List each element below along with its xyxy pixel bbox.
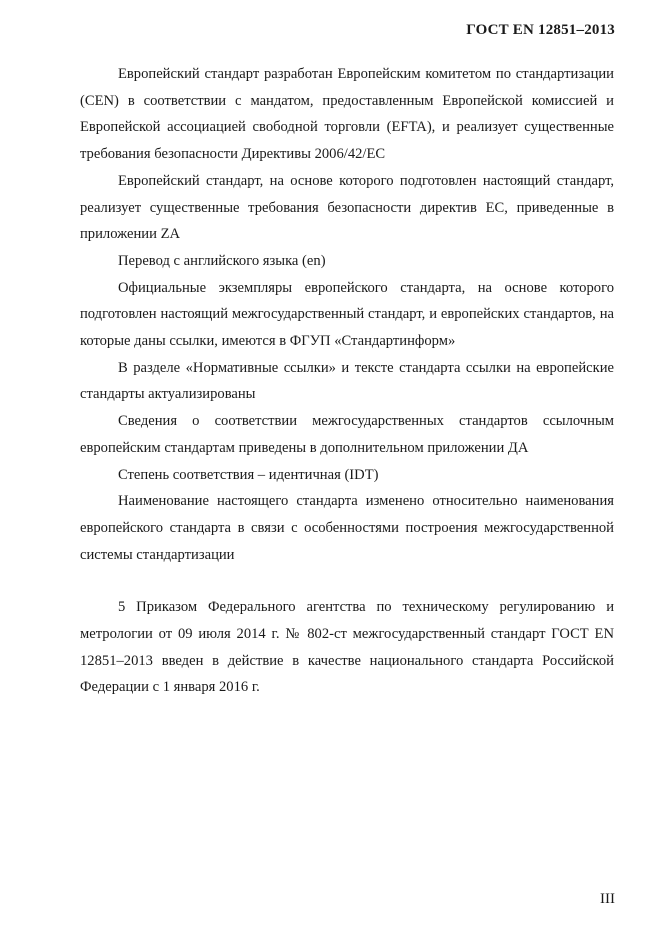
paragraph-eu-directives: Европейский стандарт, на основе которого подготовлен настоящий стандарт, реализует существенные требования безопасности директив ЕС, приведенные в приложении ZA	[80, 172, 614, 243]
page-number: III	[600, 891, 615, 907]
paragraph-normative-references: В разделе «Нормативные ссылки» и тексте стандарта ссылки на европейские стандарты актуализированы	[80, 359, 614, 403]
document-body	[80, 61, 614, 701]
paragraph-translation: Перевод с английского языка (en)	[118, 252, 326, 269]
paragraph-correspondence-info: Сведения о соответствии межгосударственных стандартов ссылочным европейским стандартам приведены в дополнительном приложении ДА	[80, 413, 614, 456]
paragraph-cen-mandate: Европейский стандарт разработан Европейским комитетом по стандартизации (CEN) в соответствии с мандатом, предоставленным Европейской комиссией и Европейской ассоциацией свободной торговли (EFTA), и реализует существенные требования безопасности Директивы 2006/42/EC	[80, 66, 614, 163]
paragraph-title-change: Наименование настоящего стандарта изменено относительно наименования европейского стандарта в связи с особенностями построения межгосударственной системы стандартизации	[80, 493, 614, 563]
paragraph-degree-of-correspondence: Степень соответствия – идентичная (IDT)	[118, 466, 379, 483]
paragraph-order-item-5: 5 Приказом Федерального агентства по техническому регулированию и метрологии от 09 июля 2014 г. № 802-ст межгосударственный стандарт ГОСТ EN 12851–2013 введен в действие в качестве национального стандарта Российской Федерации с 1 января 2016 г.	[80, 599, 614, 696]
page-header-standard-code: ГОСТ EN 12851–2013	[466, 22, 615, 38]
paragraph-official-copies: Официальные экземпляры европейского стандарта, на основе которого подготовлен настоящий межгосударственный стандарт, и европейских стандартов, на которые даны ссылки, имеются в ФГУП «Стандартинформ»	[80, 279, 614, 350]
